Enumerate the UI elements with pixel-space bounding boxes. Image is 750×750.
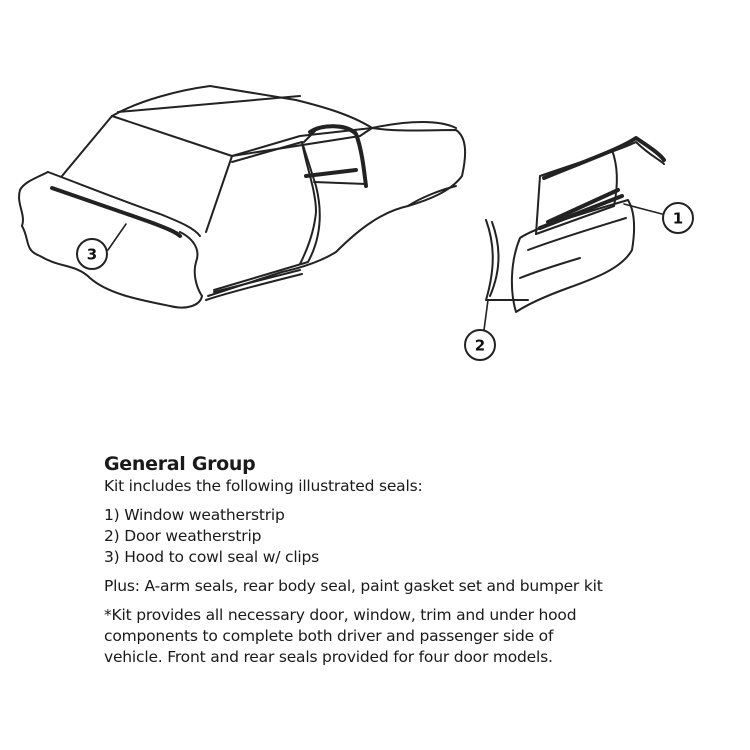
callout-circle-1 (663, 203, 693, 233)
kit-description (104, 452, 734, 668)
seal-list-item: 2) Door weatherstrip (104, 527, 262, 545)
seal-list (104, 505, 734, 568)
caption-note: *Kit provides all necessary door, window, trim and under hood components to complete both driver and passenger side of vehicle. Front and rear seals provided for four door models. (104, 606, 577, 666)
seal-list-item: 3) Hood to cowl seal w/ clips (104, 548, 320, 566)
caption-intro: Kit includes the following illustrated seals: (104, 477, 423, 495)
callout-circle-3 (77, 239, 107, 269)
caption-plus: Plus: A-arm seals, rear body seal, paint gasket set and bumper kit (104, 577, 603, 595)
caption-heading: General Group (104, 453, 256, 475)
callout-label-3: 3 (86, 245, 98, 264)
callout-circle-2 (465, 330, 495, 360)
car-body-illustration (19, 86, 465, 308)
callout-label-1: 1 (672, 209, 684, 228)
leader-lines (108, 204, 662, 330)
seal-list-item: 1) Window weatherstrip (104, 506, 285, 524)
callout-label-2: 2 (474, 336, 486, 355)
